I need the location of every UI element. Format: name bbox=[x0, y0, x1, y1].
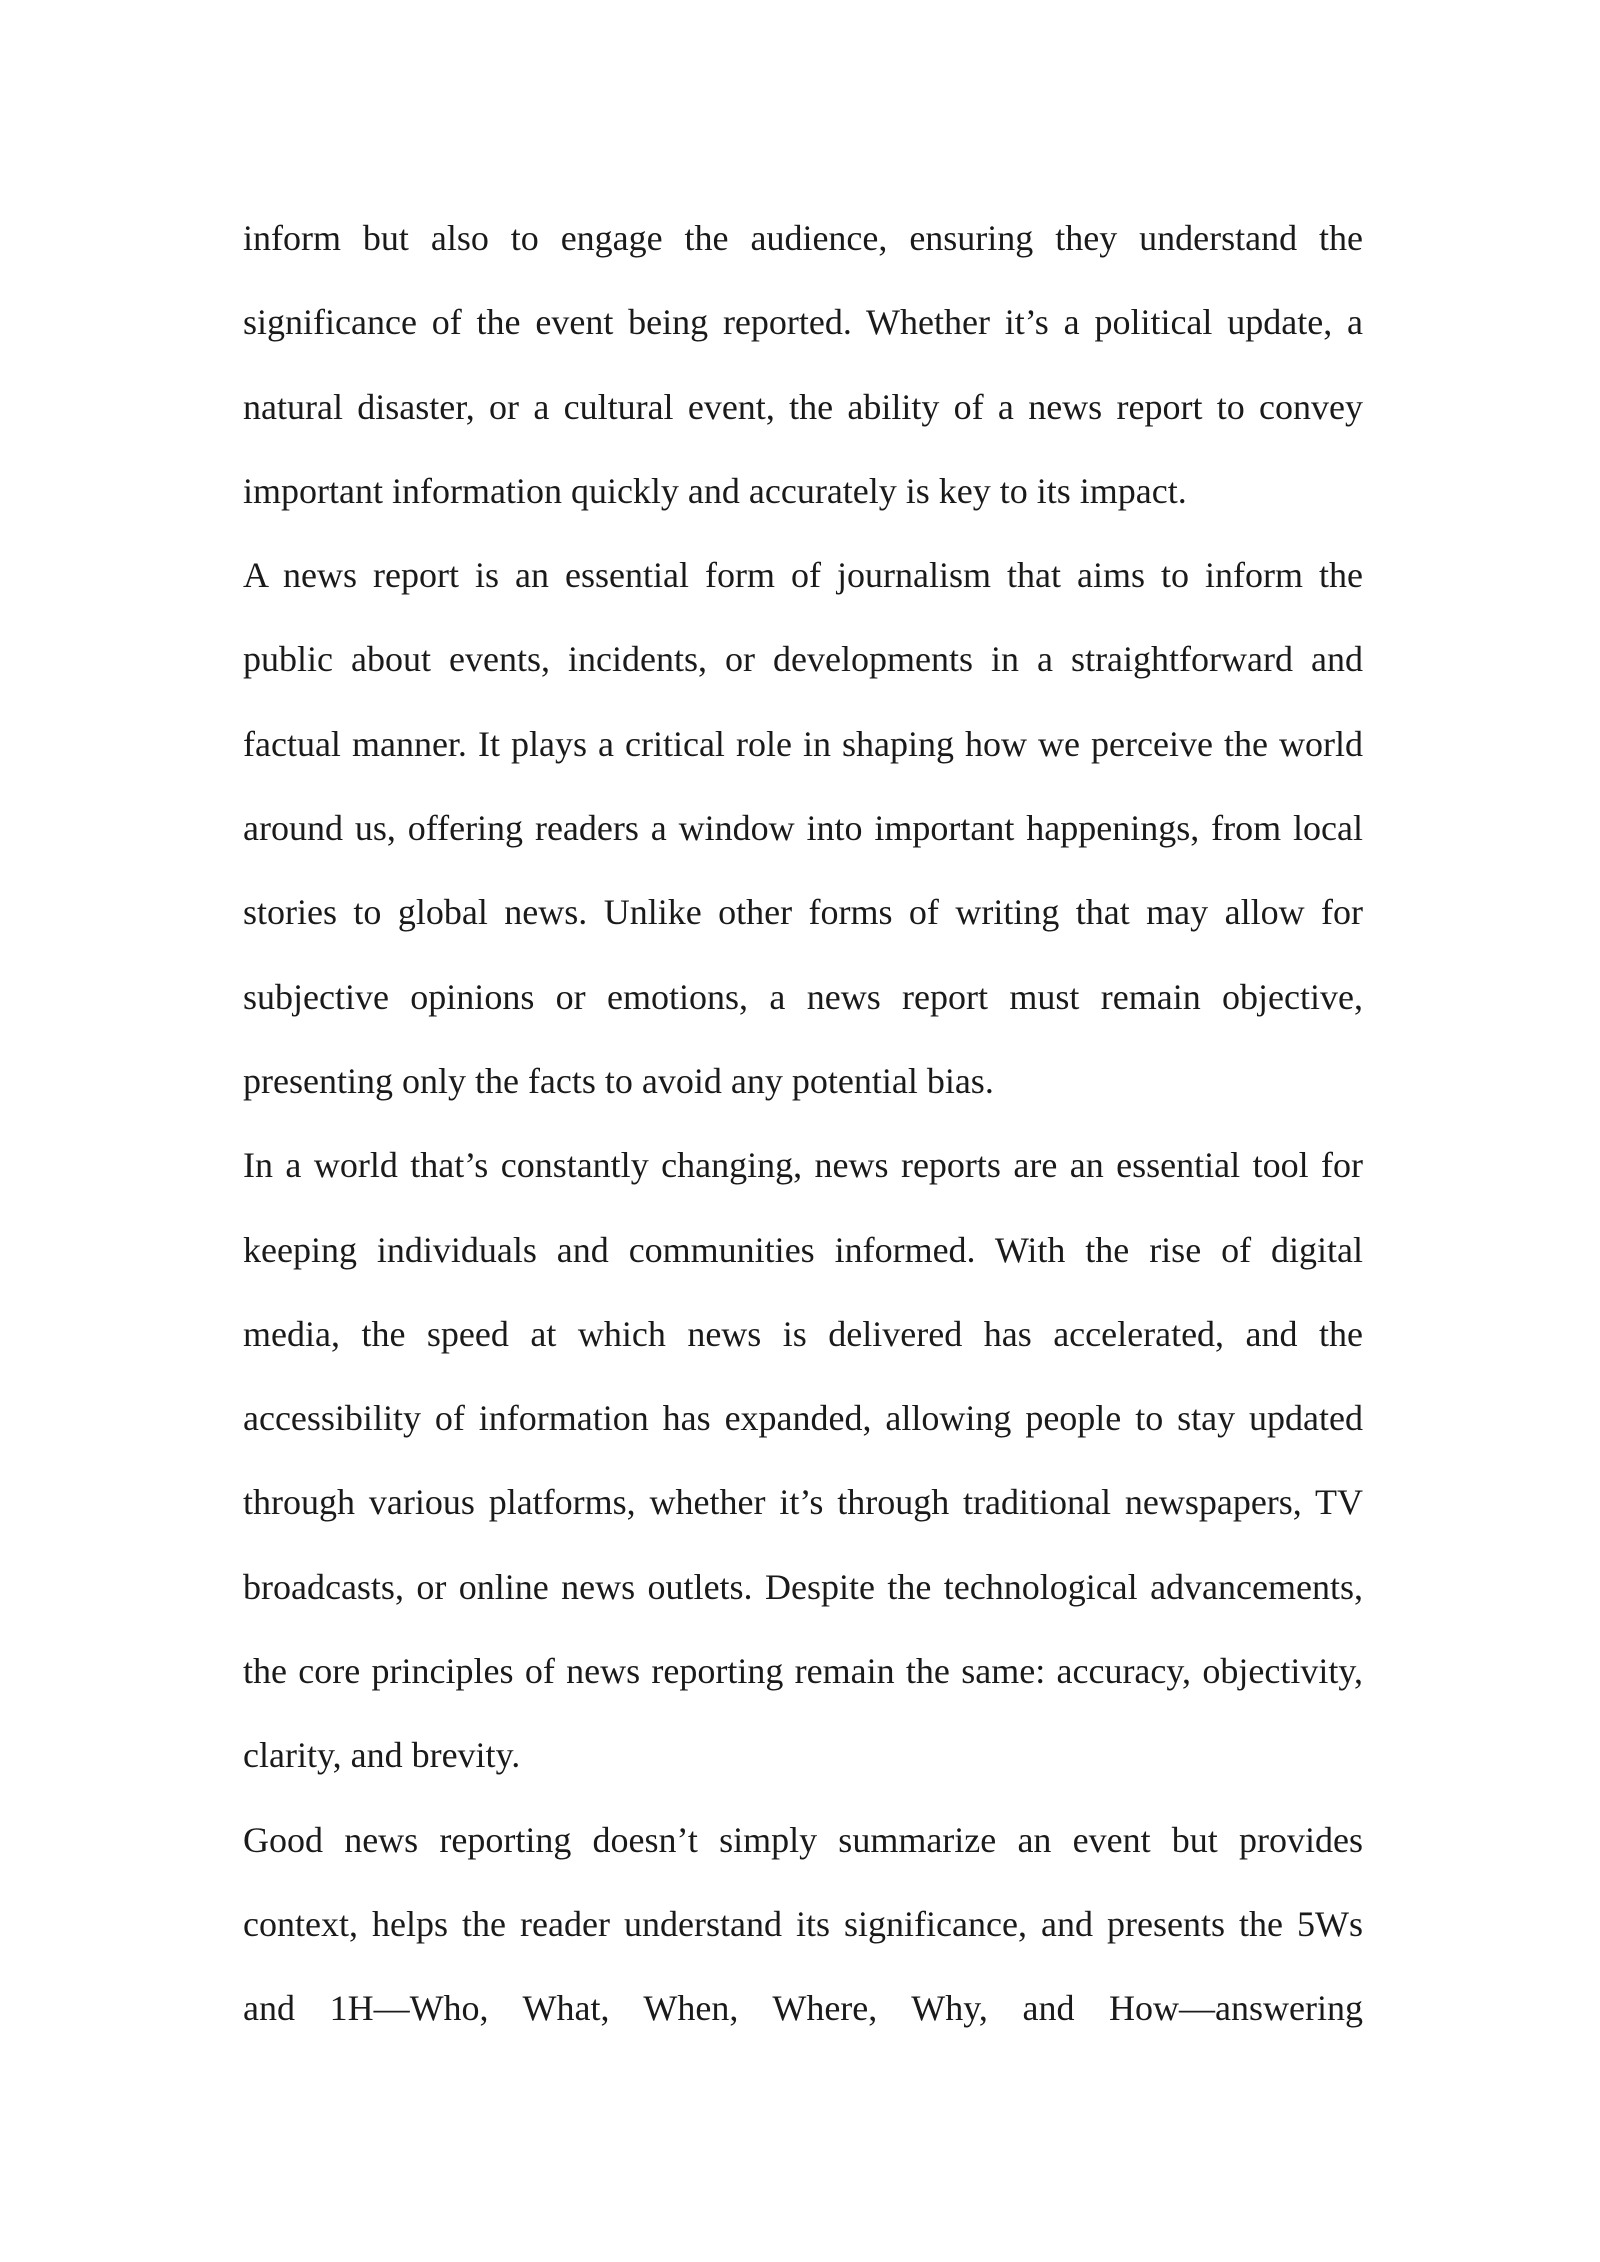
paragraph-3: In a world that’s constantly changing, news reports are an essential tool for keeping individuals and communities informed. With the rise of digital media, the speed at which news is delivered has accelerated, and the accessibility of information has expanded, allowing people to stay updated through various platforms, whether it’s through traditional newspapers, TV broadcasts, or online news outlets. Despite the technological advancements, the core principles of news reporting remain the same: accuracy, objectivity, clarity, and brevity. bbox=[243, 1145, 1363, 1776]
paragraph-2: A news report is an essential form of journalism that aims to inform the public about events, incidents, or developments in a straightforward and factual manner. It plays a critical role in shaping how we perceive the world around us, offering readers a window into important happenings, from local stories to global news. Unlike other forms of writing that may allow for subjective opinions or emotions, a news report must remain objective, presenting only the facts to avoid any potential bias. bbox=[243, 555, 1363, 1101]
paragraph-4: Good news reporting doesn’t simply summarize an event but provides context, helps the reader understand its significance, and presents the 5Ws and 1H—Who, What, When, Where, Why, and How—answering bbox=[243, 1819, 1363, 2029]
body-text bbox=[243, 196, 1363, 2051]
paragraph-1: inform but also to engage the audience, ensuring they understand the significance of the event being reported. Whether it’s a political update, a natural disaster, or a cultural event, the ability of a news report to convey important information quickly and accurately is key to its impact. bbox=[243, 218, 1363, 511]
